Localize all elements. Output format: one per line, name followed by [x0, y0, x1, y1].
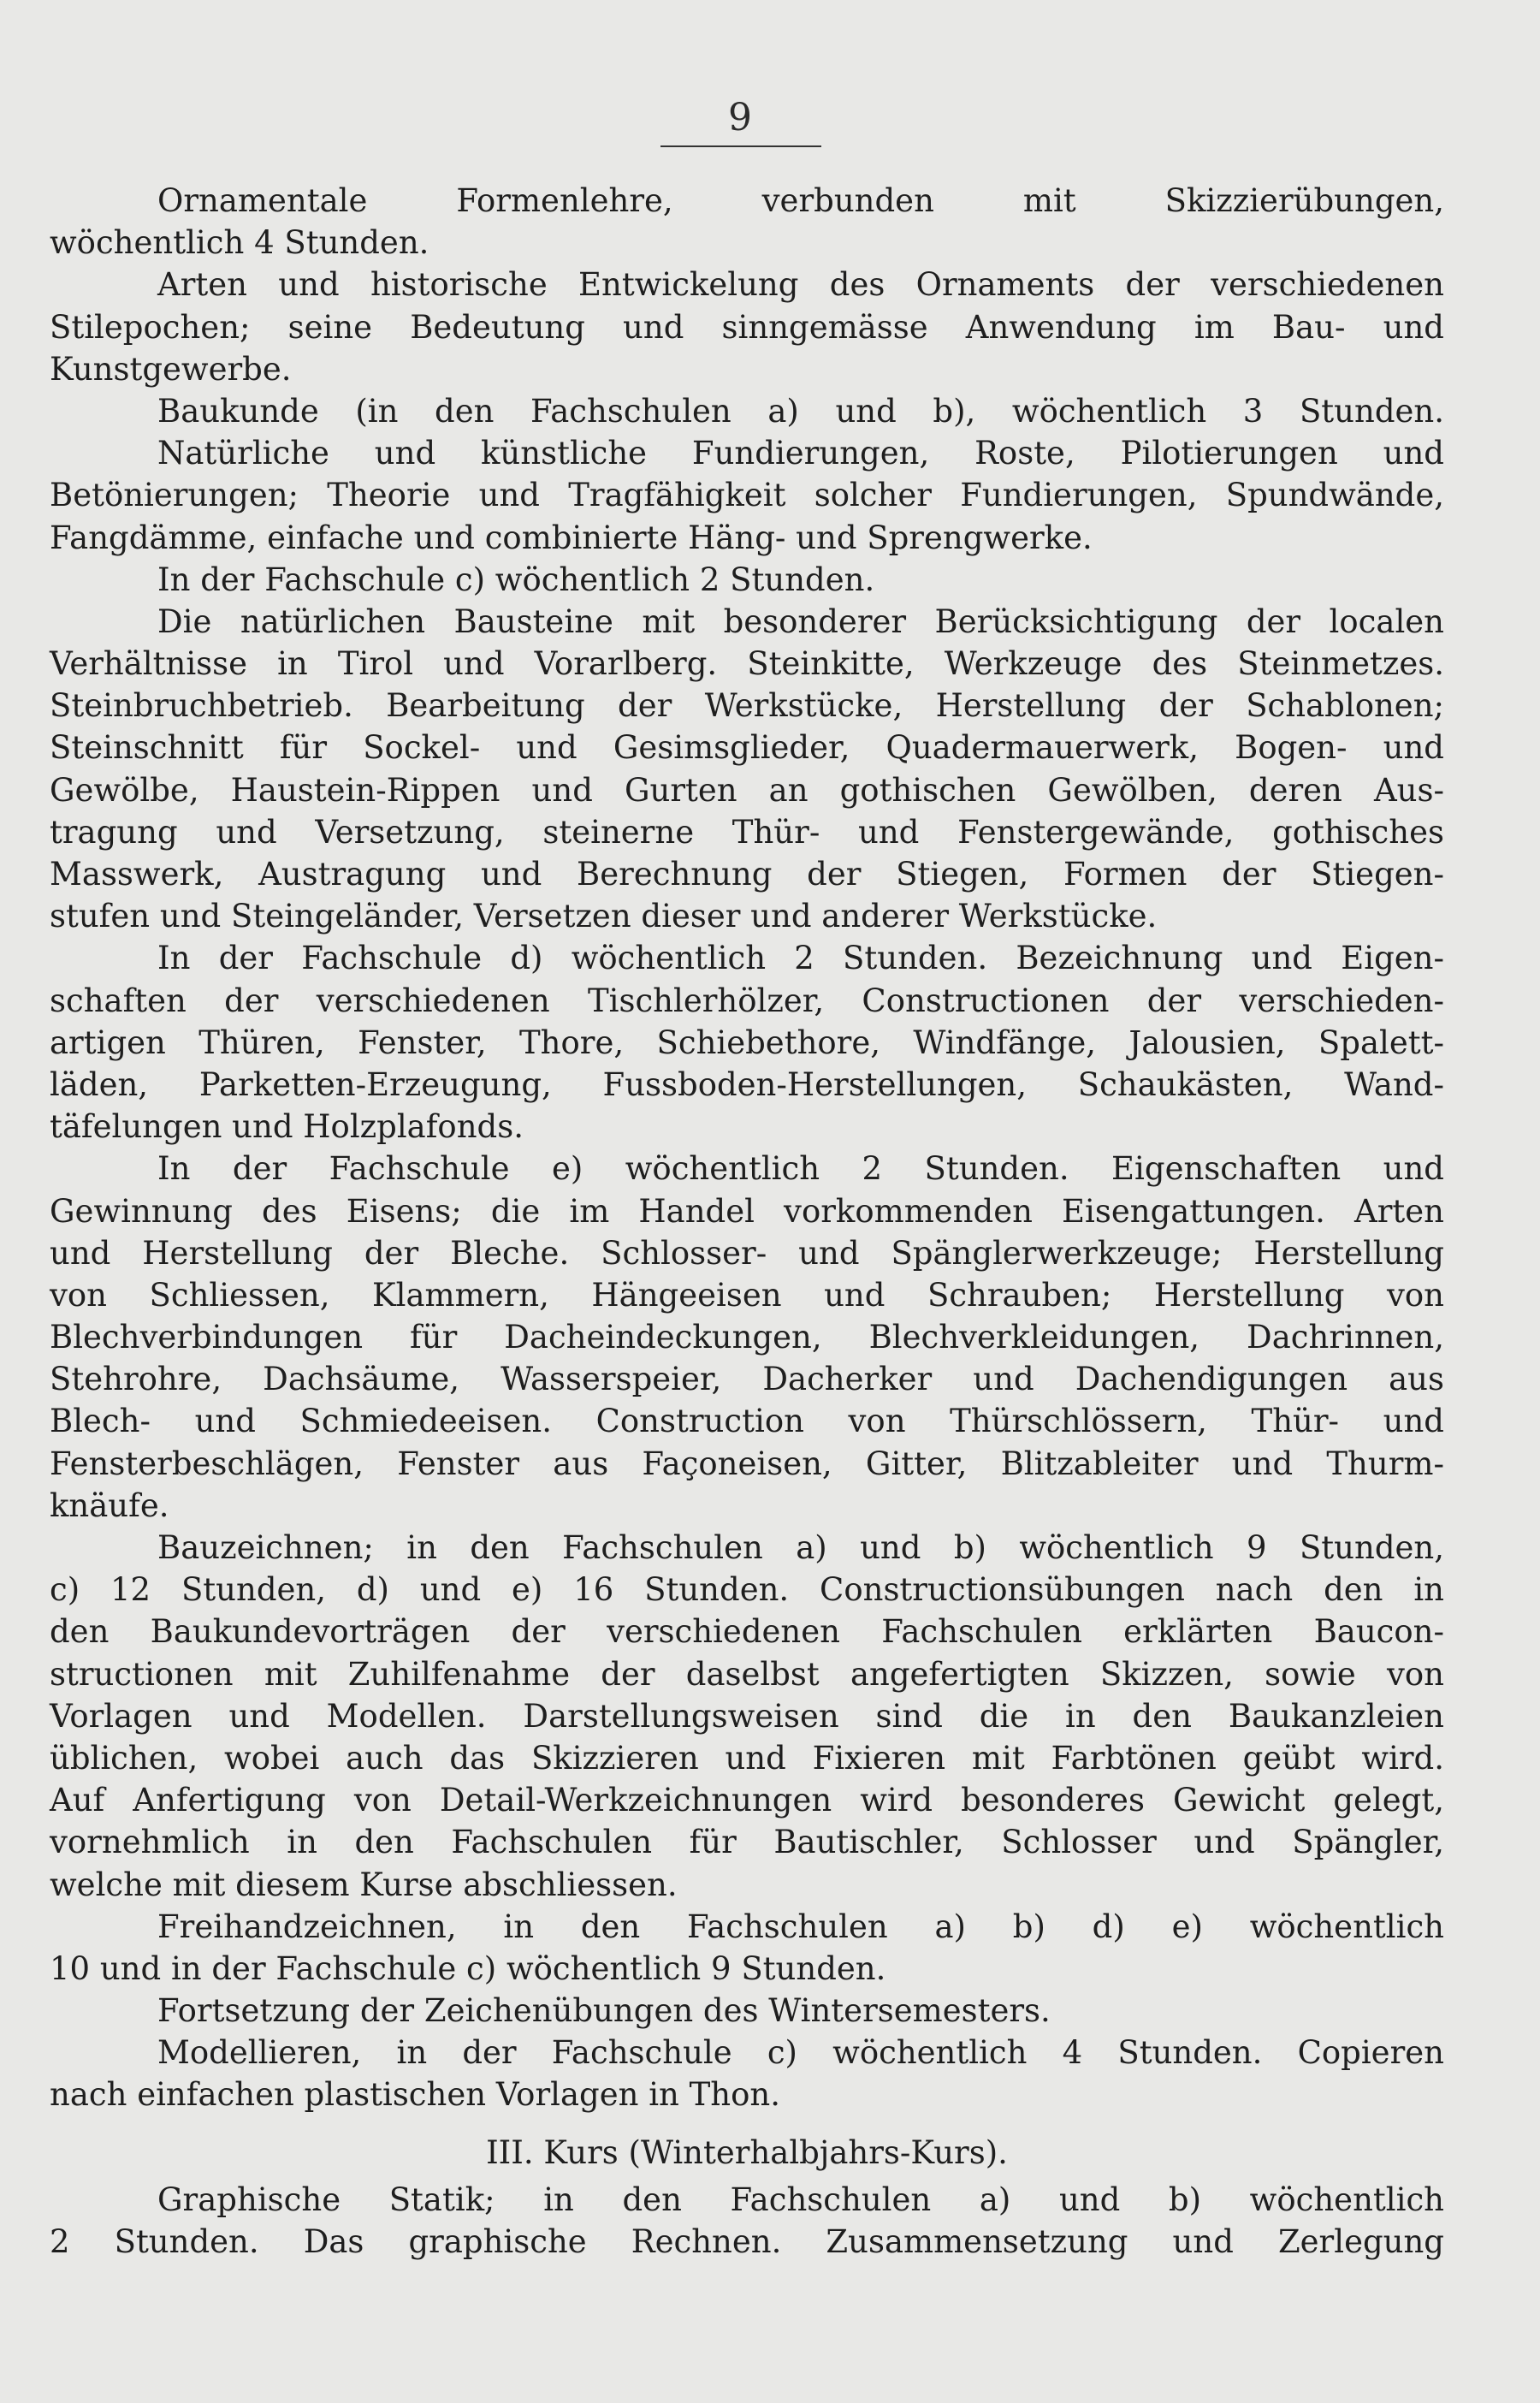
text-line: Stilepochen; seine Bedeutung und sinngemässe Anwendung im Bau- und [50, 308, 1444, 346]
text-line: Fangdämme, einfache und combinierte Häng- und Sprengwerke. [50, 519, 1093, 556]
text-line: täfelungen und Holzplafonds. [50, 1108, 524, 1146]
text-line: 10 und in der Fachschule c) wöchentlich 9 Stunden. [50, 1949, 886, 1987]
text-line: In der Fachschule c) wöchentlich 2 Stunden. [157, 561, 875, 598]
page-number: 9 [728, 96, 752, 139]
text-line: wöchentlich 4 Stunden. [50, 224, 429, 262]
text-line: schaften der verschiedenen Tischlerhölzer, Constructionen der verschieden- [50, 982, 1444, 1019]
text-line: artigen Thüren, Fenster, Thore, Schiebethore, Windfänge, Jalousien, Spalett- [50, 1024, 1444, 1061]
body-text [50, 180, 1444, 2263]
text-line: Fensterbeschlägen, Fenster aus Façoneisen, Gitter, Blitzableiter und Thurm- [50, 1445, 1444, 1482]
text-line: Arten und historische Entwickelung des Ornaments der verschiedenen [157, 266, 1444, 304]
text-line: Graphische Statik; in den Fachschulen a) und b) wöchentlich [157, 2180, 1444, 2218]
text-line: üblichen, wobei auch das Skizzieren und Fixieren mit Farbtönen geübt wird. [50, 1739, 1444, 1777]
text-line: welche mit diesem Kurse abschliessen. [50, 1866, 678, 1903]
text-line: Blech- und Schmiedeeisen. Construction von Thürschlössern, Thür- und [50, 1403, 1444, 1440]
text-line: Gewölbe, Haustein-Rippen und Gurten an gothischen Gewölben, deren Aus- [50, 771, 1444, 809]
text-line: knäufe. [50, 1486, 169, 1524]
text-line: In der Fachschule e) wöchentlich 2 Stunden. Eigenschaften und [157, 1150, 1444, 1188]
text-line: stufen und Steingeländer, Versetzen dieser und anderer Werkstücke. [50, 898, 1158, 935]
text-line: Blechverbindungen für Dacheindeckungen, Blechverkleidungen, Dachrinnen, [50, 1319, 1444, 1356]
text-line: Baukunde (in den Fachschulen a) und b), wöchentlich 3 Stunden. [157, 392, 1444, 430]
section-heading: III. Kurs (Winterhalbjahrs-Kurs). [486, 2133, 1008, 2171]
text-line: Verhältnisse in Tirol und Vorarlberg. Steinkitte, Werkzeuge des Steinmetzes. [50, 645, 1444, 683]
text-line: Kunstgewerbe. [50, 350, 292, 388]
text-line: In der Fachschule d) wöchentlich 2 Stunden. Bezeichnung und Eigen- [157, 940, 1444, 977]
text-line: vornehmlich in den Fachschulen für Bautischler, Schlosser und Spängler, [50, 1824, 1444, 1861]
text-line: Natürliche und künstliche Fundierungen, Roste, Pilotierungen und [157, 435, 1444, 472]
text-line: Steinschnitt für Sockel- und Gesimsglieder, Quadermauerwerk, Bogen- und [50, 729, 1444, 767]
text-line: c) 12 Stunden, d) und e) 16 Stunden. Constructionsübungen nach den in [50, 1571, 1444, 1609]
text-line: Fortsetzung der Zeichenübungen des Wintersemesters. [157, 1992, 1051, 2030]
text-line: den Baukundevorträgen der verschiedenen Fachschulen erklärten Baucon- [50, 1613, 1444, 1651]
text-line: Ornamentale Formenlehre, verbunden mit Skizzierübungen, [157, 182, 1444, 219]
text-line: Bauzeichnen; in den Fachschulen a) und b) wöchentlich 9 Stunden, [157, 1529, 1444, 1566]
text-line: läden, Parketten-Erzeugung, Fussboden-Herstellungen, Schaukästen, Wand- [50, 1065, 1444, 1103]
text-line: Die natürlichen Bausteine mit besonderer Berücksichtigung der localen [157, 602, 1444, 640]
text-line: Betönierungen; Theorie und Tragfähigkeit solcher Fundierungen, Spundwände, [50, 477, 1444, 514]
text-line: Gewinnung des Eisens; die im Handel vorkommenden Eisengattungen. Arten [50, 1192, 1444, 1230]
page-number-rule [660, 145, 821, 147]
text-line: structionen mit Zuhilfenahme der daselbst angefertigten Skizzen, sowie von [50, 1655, 1444, 1693]
text-line: von Schliessen, Klammern, Hängeeisen und Schrauben; Herstellung von [50, 1276, 1444, 1314]
text-line: Modellieren, in der Fachschule c) wöchentlich 4 Stunden. Copieren [157, 2034, 1444, 2072]
text-line: Auf Anfertigung von Detail-Werkzeichnungen wird besonderes Gewicht gelegt, [50, 1782, 1444, 1819]
text-line: Masswerk, Austragung und Berechnung der Stiegen, Formen der Stiegen- [50, 856, 1444, 893]
text-line: 2 Stunden. Das graphische Rechnen. Zusammensetzung und Zerlegung [50, 2223, 1444, 2260]
text-line: und Herstellung der Bleche. Schlosser- und Spänglerwerkzeuge; Herstellung [50, 1234, 1444, 1272]
text-line: Stehrohre, Dachsäume, Wasserspeier, Dacherker und Dachendigungen aus [50, 1361, 1444, 1398]
text-line: Vorlagen und Modellen. Darstellungsweisen sind die in den Baukanzleien [50, 1697, 1444, 1735]
text-line: Freihandzeichnen, in den Fachschulen a) b) d) e) wöchentlich [157, 1908, 1444, 1945]
text-line: Steinbruchbetrieb. Bearbeitung der Werkstücke, Herstellung der Schablonen; [50, 687, 1444, 725]
text-line: nach einfachen plastischen Vorlagen in Thon. [50, 2076, 780, 2114]
text-line: tragung und Versetzung, steinerne Thür- und Fenstergewände, gothisches [50, 813, 1444, 851]
